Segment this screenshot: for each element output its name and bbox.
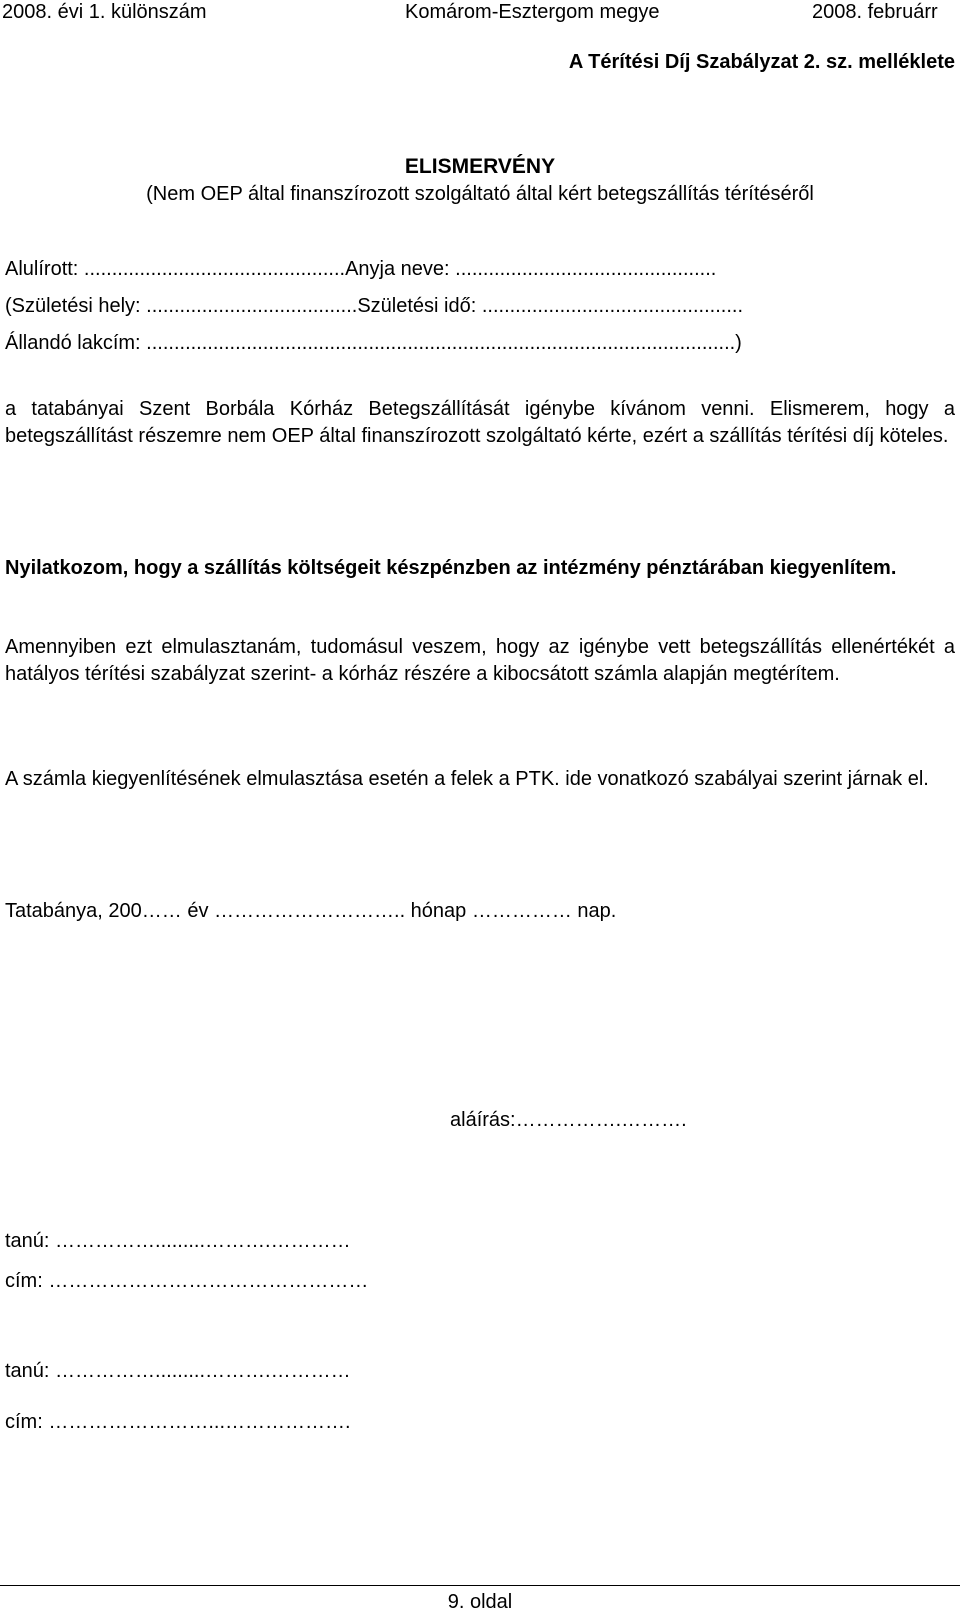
place-date-line: Tatabánya, 200…… év ……………………….. hónap …………… nap.: [5, 900, 617, 922]
paragraph-consent: a tatabányai Szent Borbála Kórház Betegszállítását igénybe kívánom venni. Elismerem, hogy a betegszállítást részemre nem OEP által finanszírozott szolgáltató kérte, ezért a szállítás térítési díj köteles.: [5, 398, 955, 447]
paragraph-ptk: A számla kiegyenlítésének elmulasztása esetén a felek a PTK. ide vonatkozó szabályai szerint járnak el.: [5, 768, 929, 790]
form-line-birth: (Születési hely: ......................................Születési idő: ...............................................: [5, 295, 743, 317]
header-date: 2008. februárr: [812, 1, 938, 23]
witness-1-address: cím: …………………………………………: [5, 1270, 369, 1292]
document-title: ELISMERVÉNY: [404, 155, 556, 178]
page-header: [0, 0, 960, 24]
annex-label: A Térítési Díj Szabályzat 2. sz. melléklete: [568, 51, 955, 73]
witness-2-name: tanú: …………….........……….…………: [5, 1360, 351, 1382]
page-number: 9. oldal: [447, 1591, 513, 1613]
header-county: Komárom-Esztergom megye: [405, 1, 660, 23]
witness-2-address: cím: ……………………...……………….: [5, 1411, 351, 1433]
signature-line: aláírás:…………….……….: [450, 1109, 687, 1131]
paragraph-obligation: Amennyiben ezt elmulasztanám, tudomásul veszem, hogy az igénybe vett betegszállítás ellenértékét a hatályos térítési szabályzat szerint- a kórház részére a kibocsátott számla alapján megtérítem.: [5, 636, 955, 685]
document-subtitle: (Nem OEP által finanszírozott szolgáltató által kért betegszállítás térítéséről: [146, 183, 814, 205]
form-line-name: Alulírott: ...............................................Anyja neve: ...............................................: [5, 258, 717, 280]
footer-divider: [0, 1585, 960, 1586]
form-line-address: Állandó lakcím: ..........................................................................................................): [5, 332, 742, 354]
paragraph-declaration: Nyilatkozom, hogy a szállítás költségeit készpénzben az intézmény pénztárában kiegyenlítem.: [5, 557, 897, 579]
header-issue: 2008. évi 1. különszám: [2, 1, 207, 23]
witness-1-name: tanú: …………….........……….…………: [5, 1230, 351, 1252]
